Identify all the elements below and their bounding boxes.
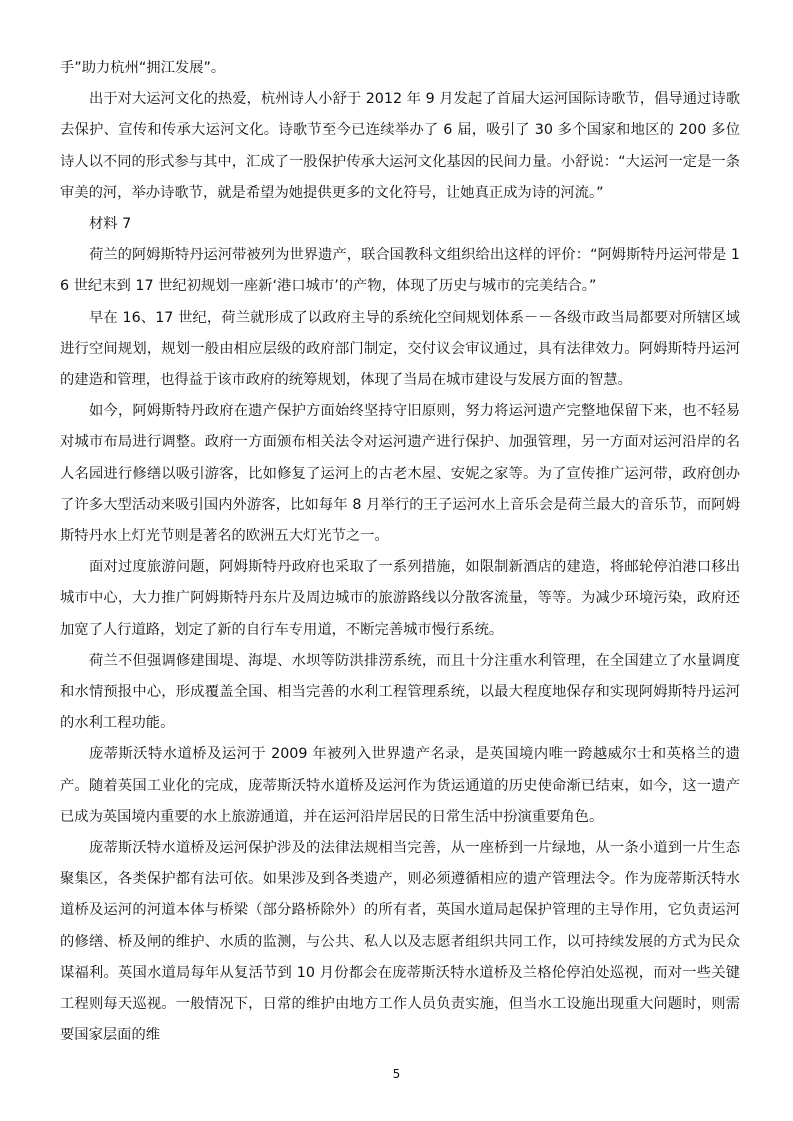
- paragraph-over-tourism: 面对过度旅游问题，阿姆斯特丹政府也采取了一系列措施，如限制新酒店的建造，将邮轮停泊港口移出城市中心，大力推广阿姆斯特丹东片及周边城市的旅游路线以分散客流量，等等。为减少环境污染，政府还加宽了人行道路，划定了新的自行车专用道，不断完善城市慢行系统。: [60, 559, 740, 638]
- paragraph-water-management: 荷兰不但强调修建围堤、海堤、水坝等防洪排涝系统，而且十分注重水利管理，在全国建立了水量调度和水情预报中心，形成覆盖全国、相当完善的水利工程管理系统，以最大程度地保存和实现阿姆斯特丹运河的水利工程功能。: [60, 652, 740, 732]
- paragraph-heritage-protection: 如今，阿姆斯特丹政府在遗产保护方面始终坚持守旧原则，努力将运河遗产完整地保留下来，也不轻易对城市布局进行调整。政府一方面颁布相关法令对运河遗产进行保护、加强管理，另一方面对运河沿岸的名人名园进行修缮以吸引游客，比如修复了运河上的古老木屋、安妮之家等。为了宣传推广运河带，政府创办了许多大型活动来吸引国内外游客，比如每年 8 月举行的王子运河水上音乐会是荷兰最大的音乐节，而阿姆斯特丹水上灯光节则是著名的欧洲五大灯光节之一。: [60, 403, 740, 545]
- paragraph-continuation: 手”助力杭州“拥江发展”。: [60, 60, 226, 76]
- document-body: [60, 53, 740, 1052]
- paragraph-pontcysyllte-intro: 庞蒂斯沃特水道桥及运河于 2009 年被列入世界遗产名录，是英国境内唯一跨越威尔士和英格兰的遗产。随着英国工业化的完成，庞蒂斯沃特水道桥及运河作为货运通道的历史使命渐已结束，如今，这一遗产已成为英国境内重要的水上旅游通道，并在运河沿岸居民的日常生活中扮演重要角色。: [60, 746, 740, 825]
- paragraph-amsterdam-heritage: 荷兰的阿姆斯特丹运河带被列为世界遗产，联合国教科文组织给出这样的评价：“阿姆斯特丹运河带是 16 世纪末到 17 世纪初规划一座新‘港口城市’的产物，体现了历史与城市的完美结合。”: [60, 247, 740, 295]
- section-heading-material-7: 材料 7: [89, 216, 132, 233]
- paragraph-spatial-planning: 早在 16、17 世纪，荷兰就形成了以政府主导的系统化空间规划体系－－各级市政当局都要对所辖区域进行空间规划，规划一般由相应层级的政府部门制定，交付议会审议通过，具有法律效力。阿姆斯特丹运河的建造和管理，也得益于该市政府的统筹规划，体现了当局在城市建设与发展方面的智慧。: [60, 309, 740, 389]
- paragraph-pontcysyllte-laws: 庞蒂斯沃特水道桥及运河保护涉及的法律法规相当完善，从一座桥到一片绿地，从一条小道到一片生态聚集区，各类保护都有法可依。如果涉及到各类遗产，则必须遵循相应的遗产管理法令。作为庞蒂斯沃特水道桥及运河的河道本体与桥梁（部分路桥除外）的所有者，英国水道局起保护管理的主导作用，它负责运河的修缮、桥及闸的维护、水质的监测，与公共、私人以及志愿者组织共同工作，以可持续发展的方式为民众谋福利。英国水道局每年从复活节到 10 月份都会在庞蒂斯沃特水道桥及兰格伦停泊处巡视，而对一些关键工程则每天巡视。一般情况下，日常的维护由地方工作人员负责实施，但当水工设施出现重大问题时，则需要国家层面的维: [60, 840, 740, 1044]
- page-number: 5: [392, 1067, 401, 1081]
- paragraph-poetry-festival: 出于对大运河文化的热爱，杭州诗人小舒于 2012 年 9 月发起了首届大运河国际诗歌节，倡导通过诗歌去保护、宣传和传承大运河文化。诗歌节至今已连续举办了 6 届，吸引了 30 多个国家和地区的 200 多位诗人以不同的形式参与其中，汇成了一股保护传承大运河文化基因的民间力量。小舒说：“大运河一定是一条审美的河，举办诗歌节，就是希望为她提供更多的文化符号，让她真正成为诗的河流。”: [60, 91, 740, 201]
